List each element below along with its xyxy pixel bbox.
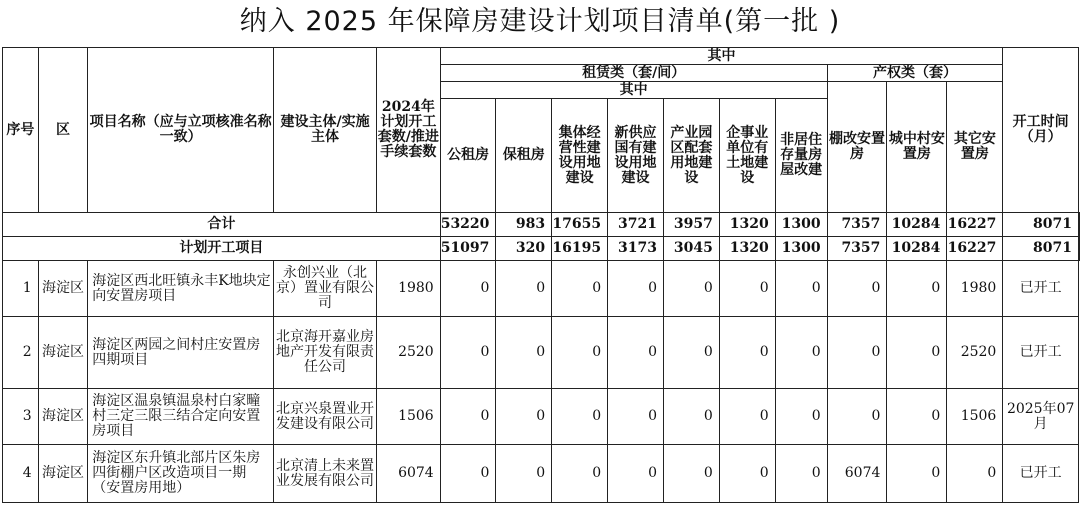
plan-label: 计划开工项目 bbox=[3, 237, 441, 261]
row-value: 0 bbox=[775, 261, 827, 317]
row-start-time: 已开工 bbox=[1003, 317, 1079, 389]
plan-value: 16227 bbox=[947, 237, 1003, 261]
header-rental-group: 租赁类（套/间） bbox=[440, 65, 827, 82]
total-value: 17655 bbox=[552, 213, 608, 237]
row-seq: 2 bbox=[3, 317, 39, 389]
total-label: 合计 bbox=[3, 213, 441, 237]
row-value: 0 bbox=[663, 317, 719, 389]
total-value: 7357 bbox=[827, 213, 887, 237]
header-affordable-rental: 保租房 bbox=[496, 99, 552, 213]
header-rental-of-which: 其中 bbox=[440, 82, 827, 99]
row-value: 0 bbox=[663, 389, 719, 445]
plan-value: 1300 bbox=[775, 237, 827, 261]
total-value: 53220 bbox=[440, 213, 496, 237]
row-builder: 永创兴业（北京）置业有限公司 bbox=[274, 261, 377, 317]
total-value: 8071 bbox=[1003, 213, 1079, 237]
row-district: 海淀区 bbox=[38, 317, 88, 389]
header-urban-village: 城中村安置房 bbox=[887, 82, 947, 213]
total-value: 1320 bbox=[719, 213, 775, 237]
header-shantytown: 棚改安置房 bbox=[827, 82, 887, 213]
row-seq: 4 bbox=[3, 445, 39, 503]
header-collective-land: 集体经营性建设用地建设 bbox=[552, 99, 608, 213]
row-value: 0 bbox=[827, 261, 887, 317]
row-seq: 3 bbox=[3, 389, 39, 445]
row-value: 0 bbox=[663, 261, 719, 317]
row-value: 0 bbox=[775, 317, 827, 389]
row-start-time: 2025年07月 bbox=[1003, 389, 1079, 445]
row-start-time: 已开工 bbox=[1003, 445, 1079, 503]
row-value: 0 bbox=[552, 261, 608, 317]
total-value: 3957 bbox=[663, 213, 719, 237]
total-value: 16227 bbox=[947, 213, 1003, 237]
row-value: 1506 bbox=[377, 389, 441, 445]
total-value: 983 bbox=[496, 213, 552, 237]
header-project-name: 项目名称（应与立项核准名称一致） bbox=[88, 48, 274, 213]
row-value: 0 bbox=[887, 445, 947, 503]
header-public-rental: 公租房 bbox=[440, 99, 496, 213]
row-value: 0 bbox=[887, 261, 947, 317]
row-value: 0 bbox=[887, 389, 947, 445]
row-value: 0 bbox=[440, 389, 496, 445]
row-value: 0 bbox=[719, 445, 775, 503]
row-district: 海淀区 bbox=[38, 445, 88, 503]
table-row bbox=[3, 445, 1080, 503]
plan-value: 16195 bbox=[552, 237, 608, 261]
row-value: 0 bbox=[552, 317, 608, 389]
row-value: 0 bbox=[719, 261, 775, 317]
header-other-resettle: 其它安置房 bbox=[947, 82, 1003, 213]
row-project-name: 海淀区两园之间村庄安置房四期项目 bbox=[88, 317, 274, 389]
plan-value: 3173 bbox=[608, 237, 664, 261]
table-row bbox=[3, 261, 1080, 317]
header-builder: 建设主体/实施主体 bbox=[274, 48, 377, 213]
plan-row bbox=[3, 237, 1080, 261]
row-value: 0 bbox=[947, 445, 1003, 503]
row-value: 0 bbox=[496, 261, 552, 317]
plan-value: 3045 bbox=[663, 237, 719, 261]
row-builder: 北京兴泉置业开发建设有限公司 bbox=[274, 389, 377, 445]
row-builder: 北京海开嘉业房地产开发有限责任公司 bbox=[274, 317, 377, 389]
table-row bbox=[3, 317, 1080, 389]
row-value: 0 bbox=[552, 389, 608, 445]
row-district: 海淀区 bbox=[38, 389, 88, 445]
row-start-time: 已开工 bbox=[1003, 261, 1079, 317]
header-enterprise-land: 企事业单位有土地建设 bbox=[719, 99, 775, 213]
header-district: 区 bbox=[38, 48, 88, 213]
row-seq: 1 bbox=[3, 261, 39, 317]
row-project-name: 海淀区西北旺镇永丰K地块定向安置房项目 bbox=[88, 261, 274, 317]
row-value: 0 bbox=[719, 389, 775, 445]
row-value: 2520 bbox=[377, 317, 441, 389]
row-value: 6074 bbox=[377, 445, 441, 503]
row-value: 1980 bbox=[947, 261, 1003, 317]
row-value: 0 bbox=[496, 445, 552, 503]
table-row bbox=[3, 389, 1080, 445]
header-plan-2024: 2024年计划开工套数/推进手续套数 bbox=[377, 48, 441, 213]
row-value: 0 bbox=[440, 261, 496, 317]
row-value: 1980 bbox=[377, 261, 441, 317]
row-builder: 北京清上未来置业发展有限公司 bbox=[274, 445, 377, 503]
row-value: 0 bbox=[440, 445, 496, 503]
plan-value: 320 bbox=[496, 237, 552, 261]
header-non-residential: 非居住存量房屋改建 bbox=[775, 99, 827, 213]
row-value: 2520 bbox=[947, 317, 1003, 389]
plan-value: 51097 bbox=[440, 237, 496, 261]
row-value: 0 bbox=[775, 445, 827, 503]
header-seq: 序号 bbox=[3, 48, 39, 213]
plan-value: 1320 bbox=[719, 237, 775, 261]
plan-value: 10284 bbox=[887, 237, 947, 261]
header-property-group: 产权类（套） bbox=[827, 65, 1003, 82]
row-value: 0 bbox=[496, 317, 552, 389]
total-value: 1300 bbox=[775, 213, 827, 237]
row-value: 0 bbox=[887, 317, 947, 389]
row-project-name: 海淀区温泉镇温泉村白家疃村三定三限三结合定向安置房项目 bbox=[88, 389, 274, 445]
row-district: 海淀区 bbox=[38, 261, 88, 317]
total-value: 3721 bbox=[608, 213, 664, 237]
row-value: 0 bbox=[827, 389, 887, 445]
header-start-time: 开工时间（月） bbox=[1003, 48, 1079, 213]
row-value: 0 bbox=[663, 445, 719, 503]
row-value: 0 bbox=[496, 389, 552, 445]
row-value: 0 bbox=[552, 445, 608, 503]
row-value: 0 bbox=[608, 445, 664, 503]
total-value: 10284 bbox=[887, 213, 947, 237]
row-value: 0 bbox=[608, 389, 664, 445]
page-title: 纳入 2025 年保障房建设计划项目清单(第一批 ) bbox=[239, 6, 841, 37]
row-project-name: 海淀区东升镇北部片区朱房四街棚户区改造项目一期（安置房用地） bbox=[88, 445, 274, 503]
row-value: 0 bbox=[775, 389, 827, 445]
row-value: 0 bbox=[827, 317, 887, 389]
header-of-which: 其中 bbox=[440, 48, 1003, 65]
plan-value: 8071 bbox=[1003, 237, 1079, 261]
row-value: 1506 bbox=[947, 389, 1003, 445]
row-value: 0 bbox=[608, 261, 664, 317]
total-row bbox=[3, 213, 1080, 237]
plan-value: 7357 bbox=[827, 237, 887, 261]
header-industrial-park: 产业园区配套用地建设 bbox=[663, 99, 719, 213]
row-value: 0 bbox=[719, 317, 775, 389]
project-table bbox=[2, 47, 1080, 503]
row-value: 6074 bbox=[827, 445, 887, 503]
header-new-state-land: 新供应国有建设用地建设 bbox=[608, 99, 664, 213]
row-value: 0 bbox=[440, 317, 496, 389]
row-value: 0 bbox=[608, 317, 664, 389]
